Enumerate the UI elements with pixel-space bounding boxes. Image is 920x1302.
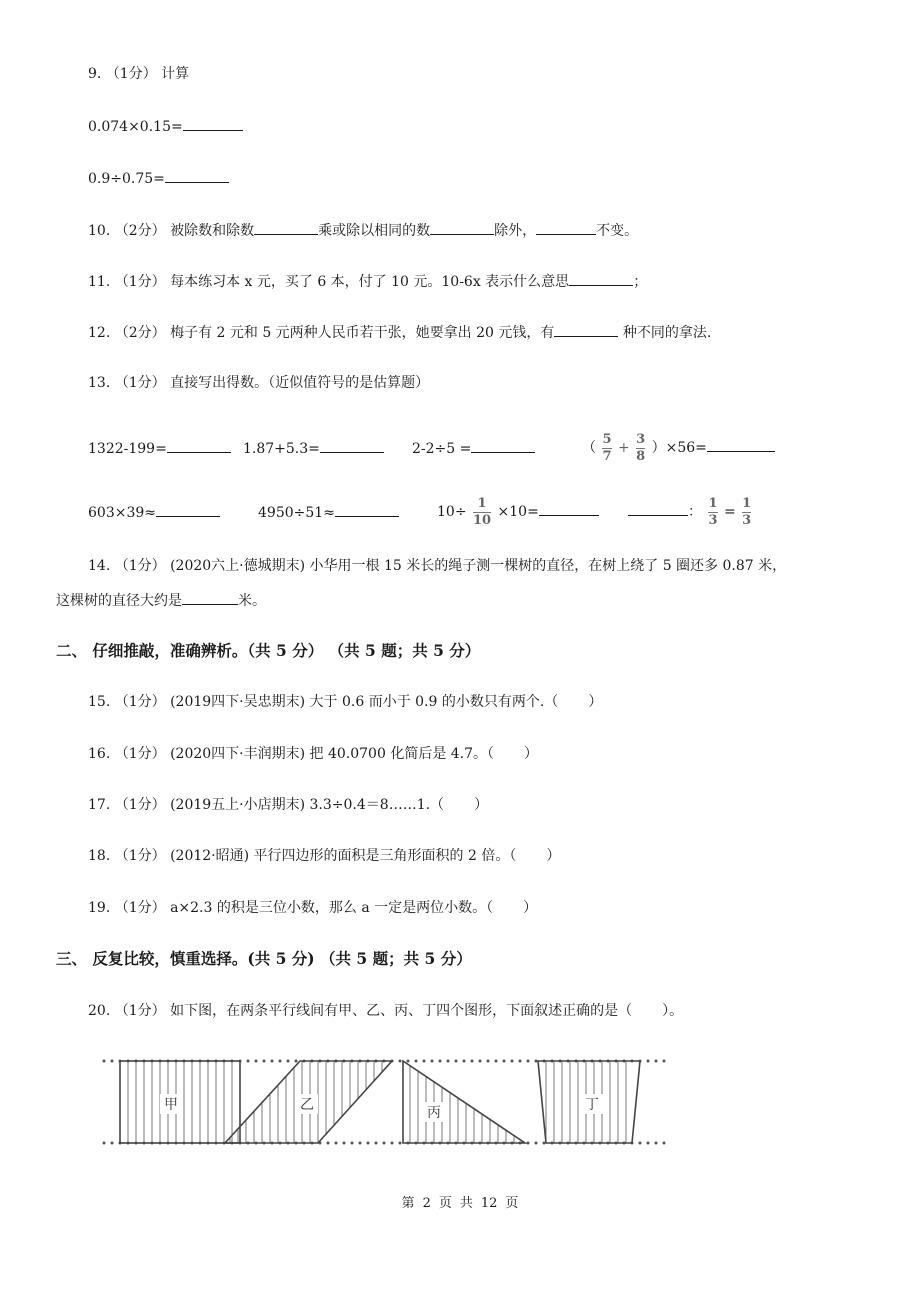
answer-blank[interactable] [254,220,318,235]
q20: 20. （1分） 如下图，在两条平行线间有甲、乙、丙、丁四个图形，下面叙述正确的是（ ）。 [88,1003,684,1019]
q10: 10. （2分） 被除数和除数 乘或除以相同的数 除外， 不变。 [88,220,638,241]
q18: 18. （1分） (2012·昭通) 平行四边形的面积是三角形面积的 2 倍。（ ） [88,848,561,864]
q13-r2-c: 10÷ $\frac{1}{10}$ ×10= [437,490,599,534]
q16: 16. （1分） (2020四下·丰润期末) 把 40.0700 化简后是 4.7。（ ） [88,746,539,762]
answer-blank[interactable] [430,220,494,235]
answer-blank[interactable] [320,438,384,453]
fraction-1-10: $\frac{1}{10}$ [473,495,492,528]
label-ding: 丁 [585,1097,599,1113]
answer-blank[interactable] [471,438,535,453]
answer-blank[interactable] [628,501,688,516]
q13-r1-d: （ $\frac{5}{7}$ + $\frac{3}{8}$ ）×56= [582,426,775,470]
answer-blank[interactable] [707,437,775,452]
q13-r2-a: 603×39≈ [88,502,220,523]
page-footer: 第 2 页 共 12 页 [401,1196,519,1211]
label-bing: 丙 [427,1105,441,1121]
q17: 17. （1分） (2019五上·小店期末) 3.3÷0.4＝8……1.（ ） [88,797,489,813]
label-jia: 甲 [164,1097,178,1113]
q13-r2-b: 4950÷51≈ [258,502,399,523]
hatching [128,1061,626,1143]
q13-r1-a: 1322-199= [88,438,231,459]
answer-blank[interactable] [569,271,633,286]
answer-blank[interactable] [335,502,399,517]
shape-bing-triangle [403,1061,525,1143]
answer-blank[interactable] [165,168,229,183]
parallel-lines-figure [100,1052,670,1152]
q13-heading: 13. （1分） 直接写出得数。（近似值符号的是估算题） [88,375,430,391]
section-2-heading: 二、 仔细推敲，准确辨析。（共 5 分） （共 5 题；共 5 分） [56,641,481,660]
answer-blank[interactable] [536,220,596,235]
q11: 11. （1分） 每本练习本 x 元，买了 6 本，付了 10 元。10-6x 表示什么意思 ； [88,271,647,292]
section-3-heading: 三、 反复比较，慎重选择。(共 5 分) （共 5 题；共 5 分） [56,949,472,968]
q19: 19. （1分） a×2.3 的积是三位小数，那么 a 一定是两位小数。（ ） [88,900,538,916]
q13-r1-c: 2-2÷5 = [412,438,535,459]
answer-blank[interactable] [167,438,231,453]
q13-r1-b: 1.87+5.3= [243,438,384,459]
q14-line1: 14. （1分） (2020六上·德城期末) 小华用一根 15 米长的绳子测一棵树的直径，在树上绕了 5 圈还多 0.87 米， [88,558,787,574]
q12: 12. （2分） 梅子有 2 元和 5 元两种人民币若干张，她要拿出 20 元钱，有 种不同的拿法. [88,322,711,343]
fraction-1-3: $\frac{1}{3}$ [708,495,718,528]
q13-r2-d: ： $\frac{1}{3}$ = $\frac{1}{3}$ [628,490,753,534]
fraction-5-7: $\frac{5}{7}$ [602,431,612,464]
q14-line2: 这棵树的直径大约是 米。 [56,590,266,611]
answer-blank[interactable] [182,590,238,605]
answer-blank[interactable] [539,501,599,516]
q15: 15. （1分） (2019四下·吴忠期末) 大于 0.6 而小于 0.9 的小数只有两个.（ ） [88,694,603,710]
answer-blank[interactable] [183,116,243,131]
answer-blank[interactable] [554,322,618,337]
fraction-1-3: $\frac{1}{3}$ [742,495,752,528]
label-yi: 乙 [300,1097,314,1113]
q9-line2: 0.9÷0.75= [88,168,229,189]
q9-line1: 0.074×0.15= [88,116,243,137]
q9-heading: 9. （1分） 计算 [88,66,190,82]
answer-blank[interactable] [156,502,220,517]
fraction-3-8: $\frac{3}{8}$ [636,431,646,464]
